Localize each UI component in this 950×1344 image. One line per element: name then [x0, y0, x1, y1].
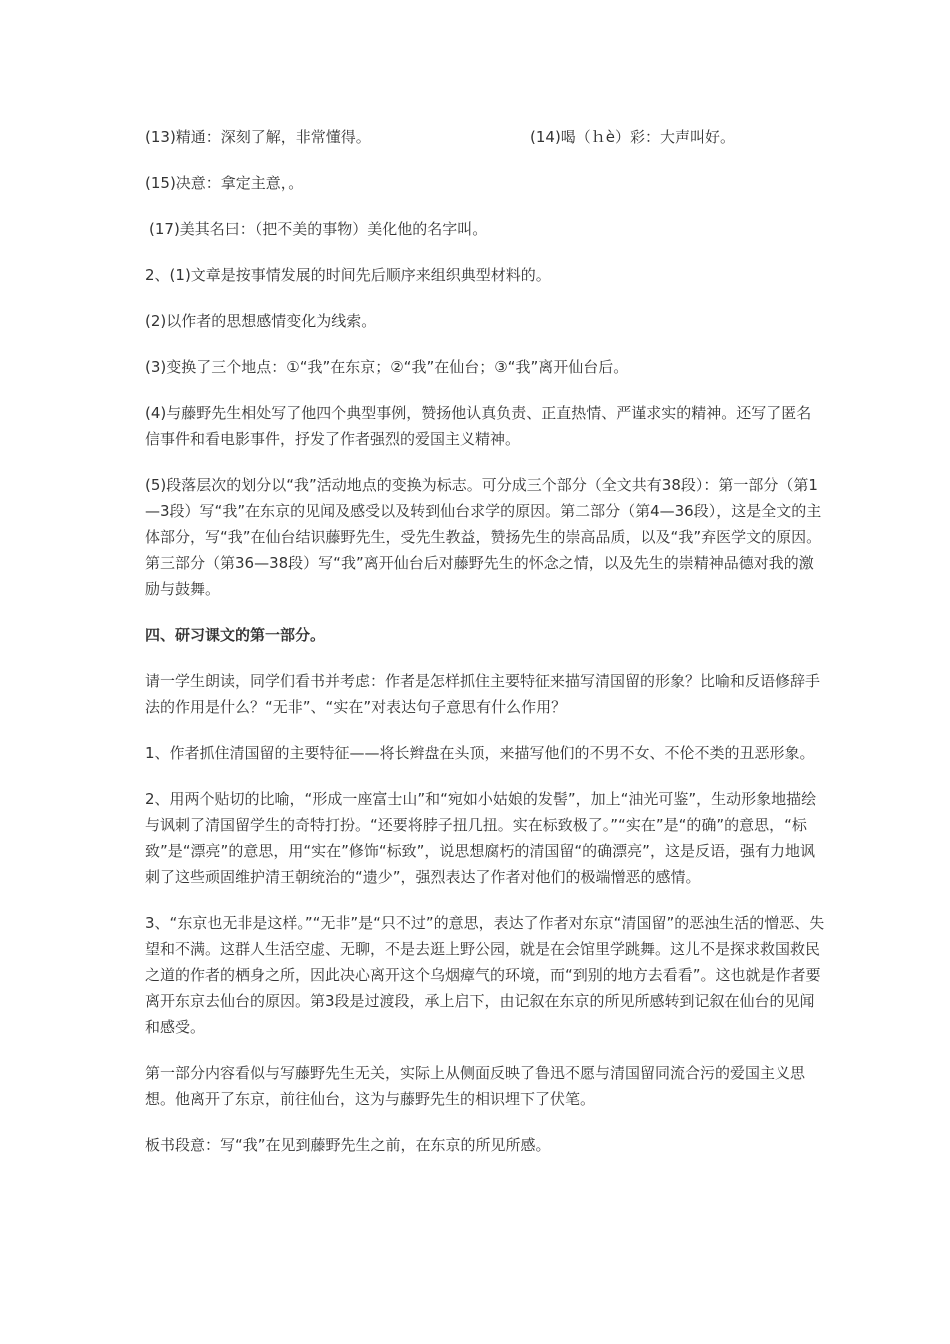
document-page [145, 124, 825, 1178]
structure-point-4: (4)与藤野先生相处写了他四个典型事例，赞扬他认真负责、正直热情、严谨求实的精神。还写了匿名信事件和看电影事件，抒发了作者强烈的爱国主义精神。 [145, 404, 812, 448]
vocab-item-15: (15)决意：拿定主意，。 [145, 174, 304, 192]
structure-point-5: (5)段落层次的划分以“我”活动地点的变换为标志。可分成三个部分（全文共有38段）：第一部分（第1—3段）写“我”在东京的见闻及感受以及转到仙台求学的原因。第二部分（第4—36段），这是全文的主体部分，写“我”在仙台结识藤野先生，受先生教益，赞扬先生的崇高品质，以及“我”弃医学文的原因。第三部分（第36—38段）写“我”离开仙台后对藤野先生的怀念之情，以及先生的崇精神品德对我的激励与鼓舞。 [145, 476, 822, 598]
vocab-item-17: (17)美其名曰：（把不美的事物）美化他的名字叫。 [149, 220, 488, 238]
board-summary: 板书段意：写“我”在见到藤野先生之前，在东京的所见所感。 [145, 1136, 551, 1154]
vocab-item-13: (13)精通：深刻了解，非常懂得。 [145, 128, 371, 146]
structure-point-3: (3)变换了三个地点：①“我”在东京；②“我”在仙台；③“我”离开仙台后。 [145, 358, 629, 376]
reading-prompt: 请一学生朗读，同学们看书并考虑：作者是怎样抓住主要特征来描写清国留的形象？比喻和反语修辞手法的作用是什么？“无非”、“实在”对表达句子意思有什么作用？ [145, 672, 821, 716]
section-heading: 四、研习课文的第一部分。 [145, 626, 326, 644]
structure-point-2: (2)以作者的思想感情变化为线索。 [145, 312, 377, 330]
answer-3: 3、“东京也无非是这样。”“无非”是“只不过”的意思，表达了作者对东京“清国留”的恶浊生活的憎恶、失望和不满。这群人生活空虚、无聊，不是去逛上野公园，就是在会馆里学跳舞。这儿不是探求救国救民之道的作者的栖身之所，因此决心离开这个乌烟瘴气的环境，而“到别的地方去看看”。这也就是作者要离开东京去仙台的原因。第3段是过渡段，承上启下，由记叙在东京的所见所感转到记叙在仙台的见闻和感受。 [145, 914, 825, 1036]
structure-point-1: 2、(1)文章是按事情发展的时间先后顺序来组织典型材料的。 [145, 266, 551, 284]
vocab-row-13-14 [145, 124, 825, 150]
answer-2: 2、用两个贴切的比喻，“形成一座富士山”和“宛如小姑娘的发髻”，加上“油光可鉴”，生动形象地描绘与讽刺了清国留学生的奇特打扮。“还要将脖子扭几扭。实在标致极了。”“实在”是“的确”的意思，“标致”是“漂亮”的意思，用“实在”修饰“标致”，说思想腐朽的清国留“的确漂亮”，这是反语，强有力地讽刺了这些顽固维护清王朝统治的“遗少”，强烈表达了作者对他们的极端憎恶的感情。 [145, 790, 817, 886]
part-summary: 第一部分内容看似与写藤野先生无关，实际上从侧面反映了鲁迅不愿与清国留同流合污的爱国主义思想。他离开了东京，前往仙台，这为与藤野先生的相识埋下了伏笔。 [145, 1064, 806, 1108]
answer-1: 1、作者抓住清国留的主要特征——将长辫盘在头顶，来描写他们的不男不女、不伦不类的丑恶形象。 [145, 744, 815, 762]
vocab-item-14: (14)喝（ｈè）彩：大声叫好。 [530, 128, 736, 146]
